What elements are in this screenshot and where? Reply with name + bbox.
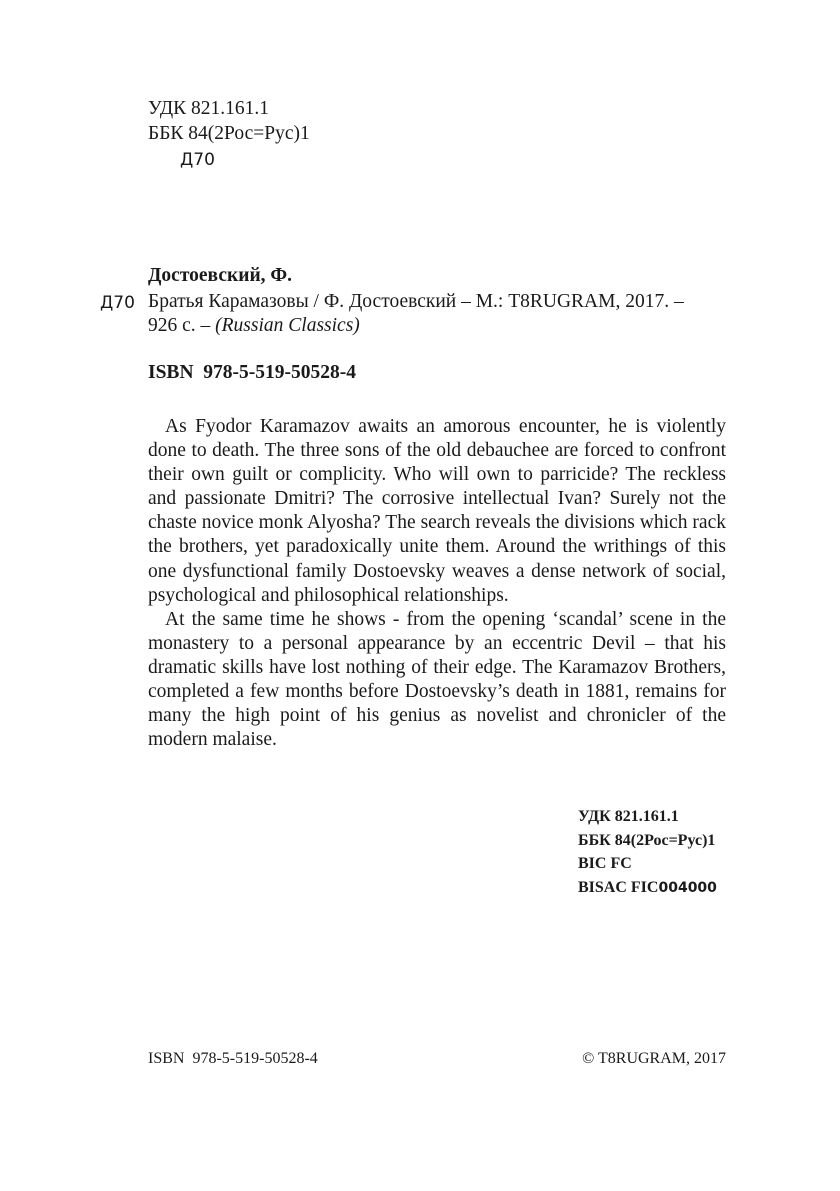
isbn-number: 978-5-519-50528-4 xyxy=(203,362,357,383)
annotation-paragraph: As Fyodor Karamazov awaits an amorous encounter, he is violently done to death. The three sons of the old debauchee are forced to confront their own guilt or complicity. Who will own to parricide? The reckless and passionate Dmitri? The corrosive intellectual Ivan? Surely not the chaste novice monk Alyosha? The search reveals the divisions which rack the brothers, yet paradoxically unite them. Around the writhings of this one dysfunctional family Dostoevsky weaves a dense network of social, psychological and philosophical relationships. xyxy=(148,416,726,606)
footer-isbn-label: ISBN xyxy=(148,1050,185,1067)
bisac-prefix: BISAC FIC xyxy=(578,878,659,896)
bisac-number: 004000 xyxy=(658,879,717,896)
author-mark-margin: Д70 xyxy=(100,293,135,313)
author-mark: Д70 xyxy=(180,150,215,170)
isbn-label: ISBN xyxy=(148,362,194,383)
footer-isbn-number: 978-5-519-50528-4 xyxy=(192,1050,318,1067)
bibliographic-description-cont xyxy=(148,314,360,338)
classification-codes xyxy=(578,805,717,900)
bic-code: BIC FC xyxy=(578,855,632,872)
annotation xyxy=(148,415,726,752)
series-title: (Russian Classics) xyxy=(215,315,360,336)
page-count: 926 с. – xyxy=(148,315,216,336)
udk-code: УДК 821.161.1 xyxy=(148,98,270,119)
isbn-line xyxy=(148,361,356,385)
bbk-code-bold: ББК 84(2Рос=Рус)1 xyxy=(578,831,716,849)
footer-isbn xyxy=(148,1049,318,1069)
udk-code-bold: УДК 821.161.1 xyxy=(578,808,679,825)
bibliographic-description: Братья Карамазовы / Ф. Достоевский – М.: T8RUGRAM, 2017. – xyxy=(148,291,684,312)
bisac-code xyxy=(578,876,717,901)
bbk-code: ББК 84(2Рос=Рус)1 xyxy=(148,123,310,144)
copyright: © T8RUGRAM, 2017 xyxy=(582,1050,726,1067)
author-heading: Достоевский, Ф. xyxy=(148,265,293,286)
annotation-paragraph: At the same time he shows - from the opening ‘scandal’ scene in the monastery to a personal appearance by an eccentric Devil – that his dramatic skills have lost nothing of their edge. The Karamazov Brothers, completed a few months before Dostoevsky’s death in 1881, remains for many the high point of his genius as novelist and chronicler of the modern malaise. xyxy=(148,608,726,751)
